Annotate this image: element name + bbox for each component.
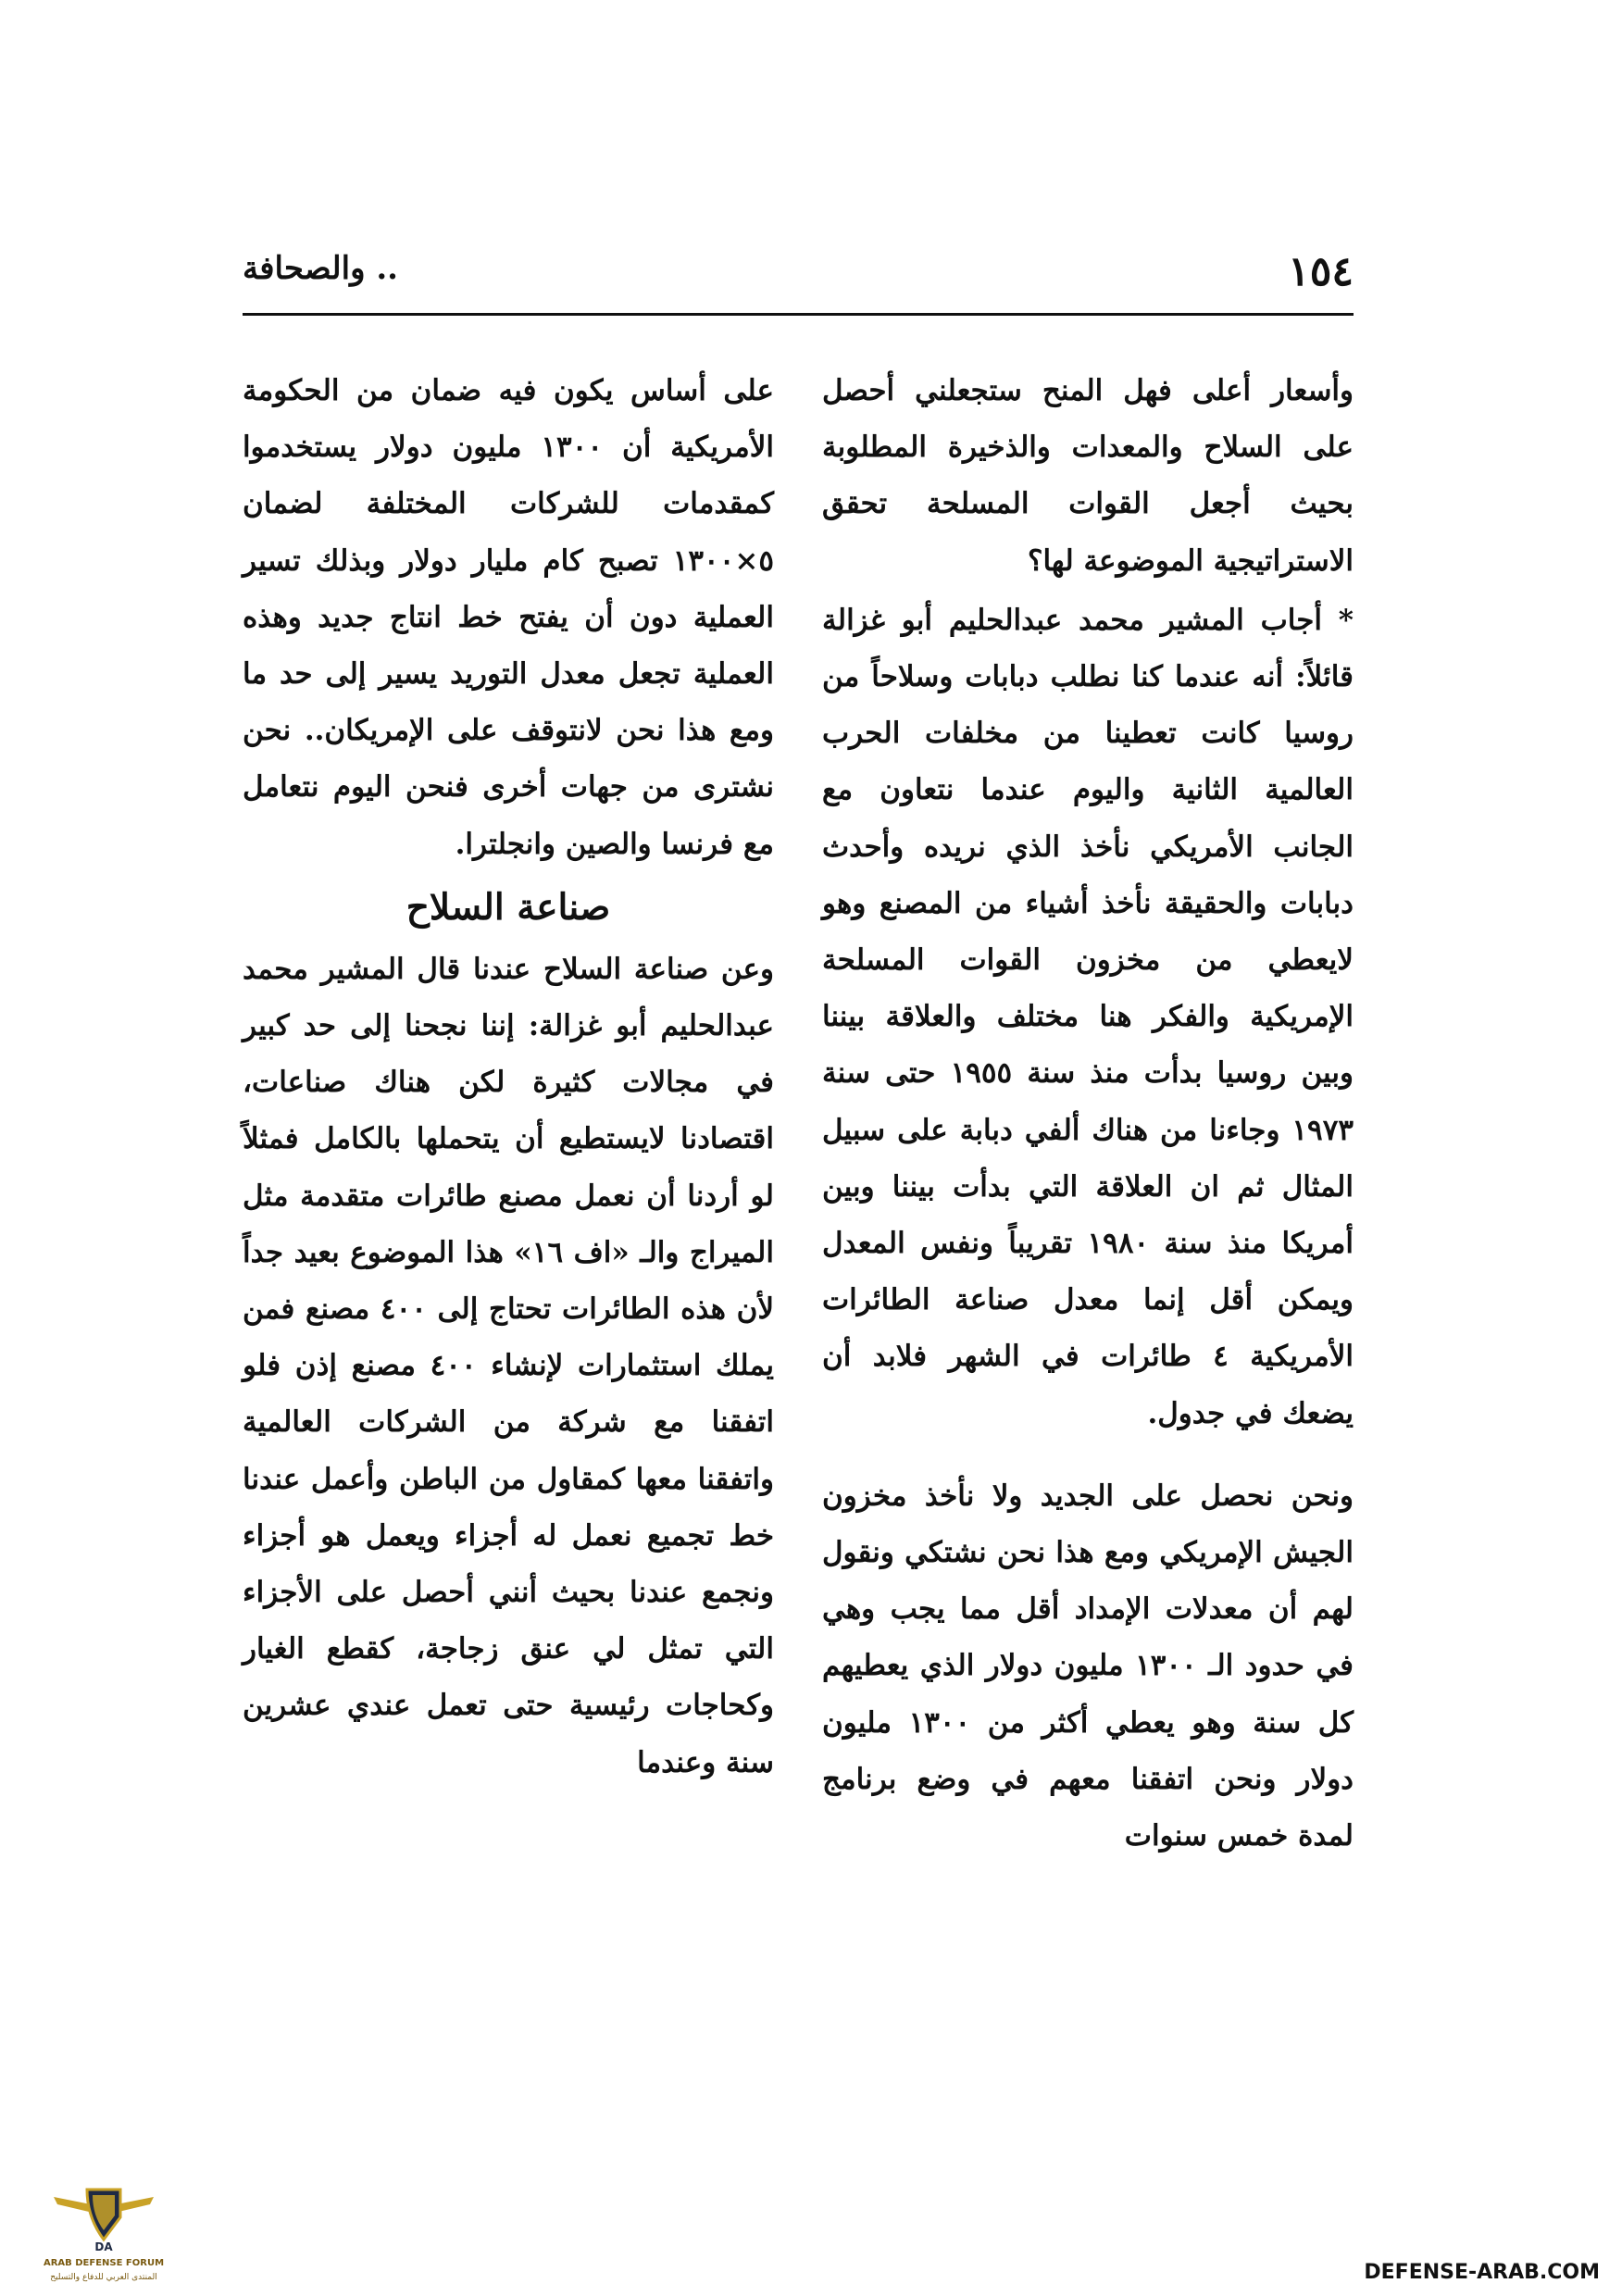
site-watermark: DEFENSE-ARAB.COM	[1364, 2261, 1600, 2284]
logo-mark-text: DA	[94, 2240, 113, 2253]
paragraph: وعن صناعة السلاح عندنا قال المشير محمد عبدالحليم أبو غزالة: إننا نجحنا إلى حد كبير في مجالات كثيرة لكن هناك صناعات، اقتصادنا لايستطيع أن يتحملها بالكامل فمثلاً لو أردنا أن نعمل مصنع طائرات متقدمة مثل الميراج والـ «اف ١٦» هذا الموضوع بعيد جداً لأن هذه الطائرات تحتاج إلى ٤٠٠ مصنع فمن يملك استثمارات لإنشاء ٤٠٠ مصنع إذن فلو اتفقنا مع شركة من الشركات العالمية واتفقنا معها كمقاول من الباطن وأعمل عندنا خط تجميع نعمل له أجزاء ويعمل هو أجزاء ونجمع عندنا بحيث أنني أحصل على الأجزاء التي تمثل لي عنق زجاجة، كقطع الغيار وكحاجات رئيسية حتى تعمل عندي عشرين سنة وعندما	[243, 952, 775, 1779]
page-header	[243, 248, 1354, 304]
logo-text-english: ARAB DEFENSE FORUM	[43, 2258, 165, 2268]
paragraph: ونحن نحصل على الجديد ولا نأخذ مخزون الجيش الإمريكي ومع هذا نحن نشتكي ونقول لهم أن معدلات الإمداد أقل مما يجب وهي في حدود الـ ١٣٠٠ مليون دولار الذي يعطيهم كل سنة وهو يعطي أكثر من ١٣٠٠ مليون دولار ونحن اتفقنا معهم في وضع برنامج لمدة خمس سنوات	[822, 1479, 1354, 1853]
header-divider	[243, 313, 1354, 316]
page-number: ١٥٤	[1288, 248, 1354, 295]
forum-logo	[22, 2180, 185, 2291]
text-column-right	[822, 363, 1354, 1865]
text-column-left	[243, 363, 774, 1791]
paragraph: وأسعار أعلى فهل المنح ستجعلني أحصل على السلاح والمعدات والذخيرة المطلوبة بحيث أجعل القوات المسلحة تحقق الاستراتيجية الموضوعة لها؟	[822, 374, 1354, 578]
section-heading: صناعة السلاح	[406, 885, 611, 929]
eagle-shield-icon	[54, 2180, 154, 2254]
logo-text-arabic: المنتدى العربي للدفاع والتسليح	[50, 2273, 157, 2282]
paragraph: * أجاب المشير محمد عبدالحليم أبو غزالة قائلاً: أنه عندما كنا نطلب دبابات وسلاحاً من روسيا كانت تعطينا من مخلفات الحرب العالمية الثانية واليوم عندما نتعاون مع الجانب الأمريكي نأخذ الذي نريده وأحدث دبابات والحقيقة نأخذ أشياء من المصنع وهو لايعطي من مخزون القوات المسلحة الإمريكية والفكر هنا مختلف والعلاقة بيننا وبين روسيا بدأت منذ سنة ١٩٥٥ حتى سنة ١٩٧٣ وجاءنا من هناك ألفي دبابة على سبيل المثال ثم ان العلاقة التي بدأت بيننا وبين أمريكا منذ سنة ١٩٨٠ تقريباً ونفس المعدل ويمكن أقل إنما معدل صناعة الطائرات الأمريكية ٤ طائرات في الشهر فلابد أن يضعك في جدول.	[822, 603, 1354, 1430]
running-title: .. والصحافة	[243, 250, 399, 287]
paragraph: على أساس يكون فيه ضمان من الحكومة الأمريكية أن ١٣٠٠ مليون دولار يستخدموا كمقدمات للشركات المختلفة لضمان ٥×١٣٠٠ تصبح كام مليار دولار وبذلك تسير العملية دون أن يفتح خط انتاج جديد وهذه العملية تجعل معدل التوريد يسير إلى حد ما ومع هذا نحن لانتوقف على الإمريكان.. نحن نشترى من جهات أخرى فنحن اليوم نتعامل مع فرنسا والصين وانجلترا.	[243, 374, 774, 861]
